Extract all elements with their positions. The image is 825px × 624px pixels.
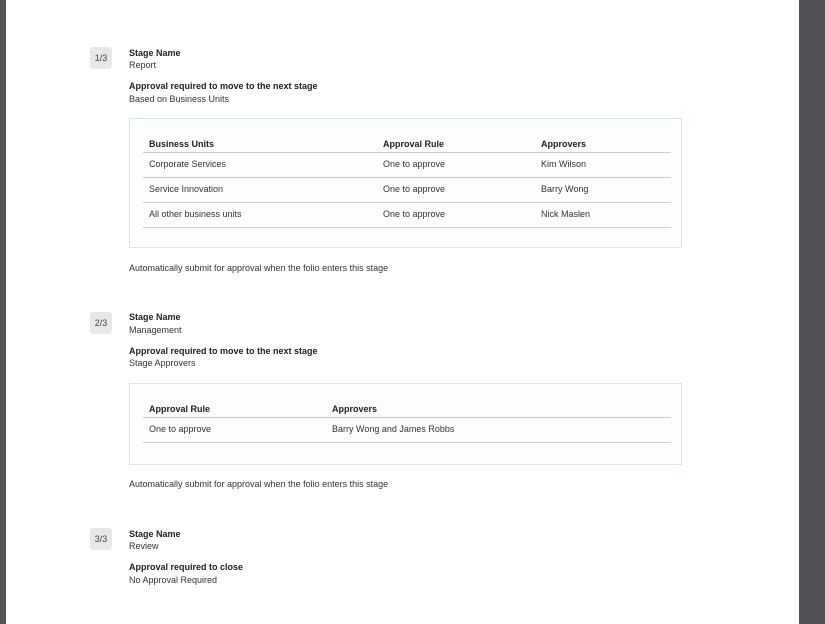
- approval-requirement-value: No Approval Required: [129, 575, 218, 585]
- document-page: [6, 0, 799, 624]
- table-row: [143, 153, 671, 178]
- approval-requirement-value: Stage Approvers: [129, 358, 196, 368]
- table-row: [143, 178, 671, 203]
- column-header-approval-rule: Approval Rule: [383, 139, 445, 149]
- auto-submit-note: Automatically submit for approval when the folio enters this stage: [129, 479, 389, 489]
- stage-number-badge: 3/3: [90, 528, 112, 550]
- approvers-cell: Kim Wilson: [541, 159, 587, 169]
- stage-name-label: Stage Name: [129, 529, 181, 539]
- approval-rule-cell: One to approve: [149, 424, 212, 434]
- column-header-approval-rule: Approval Rule: [149, 404, 211, 414]
- approval-requirement-label: Approval required to close: [129, 562, 244, 572]
- stage-name-label: Stage Name: [129, 312, 181, 322]
- approval-rule-cell: One to approve: [383, 159, 446, 169]
- approvals-table: [143, 389, 671, 443]
- table-row: [143, 418, 671, 443]
- table-row: [143, 203, 671, 228]
- column-header-business-units: Business Units: [149, 139, 215, 149]
- approvals-table-box: [129, 383, 682, 465]
- business-unit-cell: All other business units: [149, 209, 242, 219]
- table-header-row: [143, 389, 671, 418]
- approvals-table: [143, 124, 671, 228]
- stage-name-value: Review: [129, 541, 159, 551]
- stage-name-label: Stage Name: [129, 48, 181, 58]
- approval-requirement-label: Approval required to move to the next stage: [129, 346, 318, 356]
- approval-rule-cell: One to approve: [383, 184, 446, 194]
- stage-number-badge: 2/3: [90, 312, 112, 334]
- stage-name-value: Report: [129, 60, 157, 70]
- business-unit-cell: Corporate Services: [149, 159, 227, 169]
- stage-name-value: Management: [129, 325, 182, 335]
- approvals-table-box: [129, 118, 682, 248]
- viewer-background-right: [799, 0, 825, 624]
- stage-number-badge: 1/3: [90, 47, 112, 69]
- approval-requirement-value: Based on Business Units: [129, 94, 230, 104]
- table-header-row: [143, 124, 671, 153]
- approvers-cell: Barry Wong: [541, 184, 589, 194]
- approvers-cell: Barry Wong and James Robbs: [332, 424, 455, 434]
- auto-submit-note: Automatically submit for approval when the folio enters this stage: [129, 263, 389, 273]
- business-unit-cell: Service Innovation: [149, 184, 224, 194]
- approvers-cell: Nick Maslen: [541, 209, 591, 219]
- column-header-approvers: Approvers: [332, 404, 378, 414]
- approval-requirement-label: Approval required to move to the next stage: [129, 81, 318, 91]
- column-header-approvers: Approvers: [541, 139, 587, 149]
- approval-rule-cell: One to approve: [383, 209, 446, 219]
